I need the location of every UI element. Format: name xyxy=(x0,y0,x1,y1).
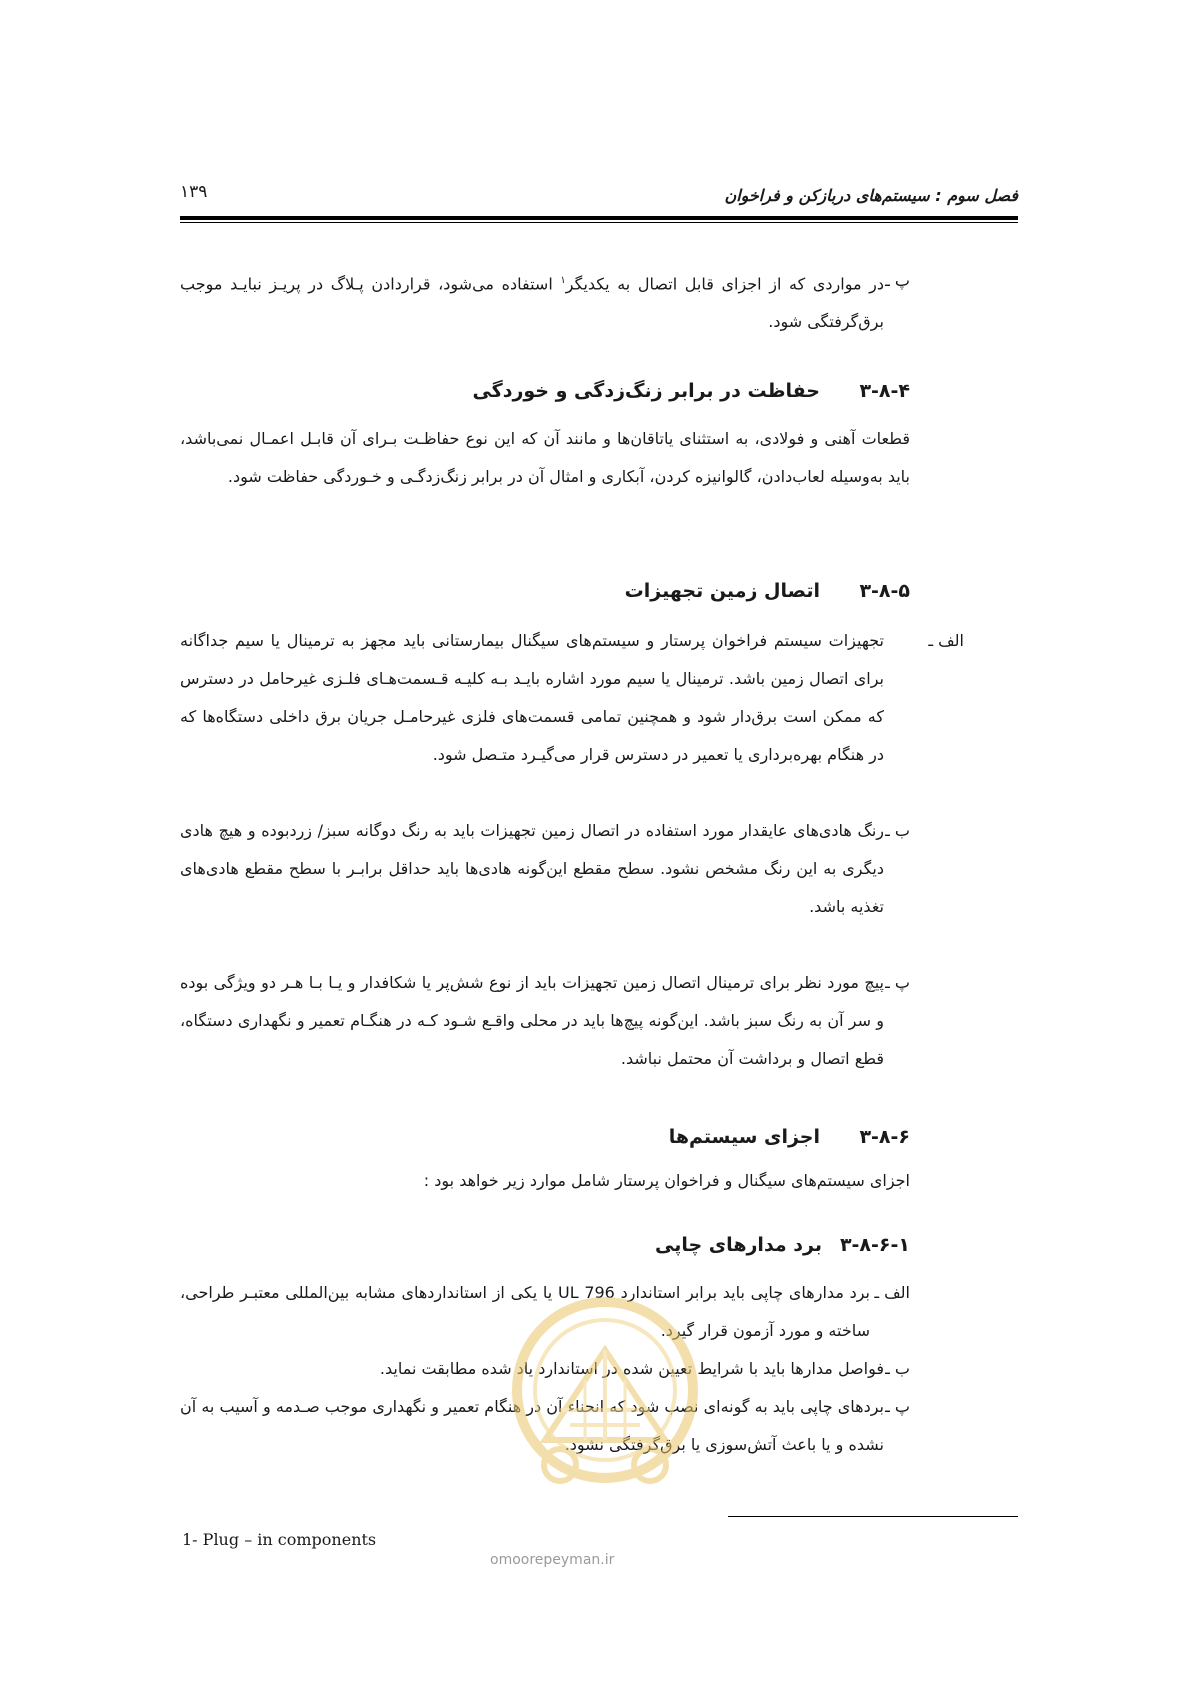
list-item xyxy=(180,812,910,926)
section-title: حفاظت در برابر زنگ‌زدگی و خوردگی xyxy=(472,380,820,402)
item-text: پیچ مورد نظر برای ترمینال اتصال زمین تجهیزات باید از نوع شش‌پر یا شکافدار و یـا بـا هـر دو ویژگی بوده و سر آن به رنگ سبز باشد. این‌گونه پیچ‌ها باید در محلی واقـع شـود کـه در هنگـام تعمیر و نگهداری دستگاه، قطع اتصال و برداشت آن محتمل نباشد. xyxy=(180,973,884,1068)
section-number: ۳-۸-۶ xyxy=(859,1126,910,1148)
section-number: ۳-۸-۵ xyxy=(859,580,910,602)
section-title: اتصال زمین تجهیزات xyxy=(624,580,820,602)
header-rule-thin xyxy=(180,222,1018,223)
item-text: بردهای چاپی باید به گونه‌ای نصب شود که انحناء آن در هنگام تعمیر و نگهداری موجب صـدمه و آسیب به آن نشده و یا باعث آتش‌سوزی یا برق‌گرفتگی نشود. xyxy=(180,1397,884,1454)
footnote-ref: ۱ xyxy=(560,275,566,286)
chapter-title: فصل سوم : سیستم‌های دربازکن و فراخوان xyxy=(724,186,1018,205)
item-marker: ب ـ xyxy=(885,821,910,840)
item-marker: پ ـ xyxy=(885,973,910,992)
item-text: در مواردی که از اجزای قابل اتصال به یکدیگر$^۱$ استفاده می‌شود، قراردادن پـلاگ در پریـز نبایـد موجب برق‌گرفتگی شود. xyxy=(180,274,885,332)
page-number: ۱۳۹ xyxy=(180,182,208,202)
section-title: اجزای سیستم‌ها xyxy=(668,1126,820,1148)
header-rule-thick xyxy=(180,216,1018,220)
item-marker: الف ـ xyxy=(874,1283,910,1302)
item-marker: ب ـ xyxy=(885,1359,910,1378)
item-marker: پ ـ xyxy=(885,271,910,290)
section-body: قطعات آهنی و فولادی، به استثنای یاتاقان‌ها و مانند آن که این نوع حفاظـت بـرای آن قابـل اعمـال نمی‌باشد، باید به‌وسیله لعاب‌دادن، گالوانیزه کردن، آبکاری و امثال آن در برابر زنگ‌زدگـی و خـوردگی حفاظت شود. xyxy=(180,429,910,486)
intro-item xyxy=(180,262,910,341)
list-item xyxy=(180,622,964,774)
watermark-site: omoorepeyman.ir xyxy=(490,1552,615,1568)
item-marker: پ ـ xyxy=(885,1397,910,1416)
item-text: رنگ هادی‌های عایقدار مورد استفاده در اتصال زمین تجهیزات باید به رنگ دوگانه سبز/ زردبوده و هیچ هادی دیگری به این رنگ مشخص نشود. سطح مقطع این‌گونه هادی‌ها باید حداقل برابـر با سطح مقطع هادی‌های تغذیه باشد. xyxy=(180,821,884,916)
section-number: ۳-۸-۶-۱ xyxy=(839,1234,910,1256)
section-number: ۳-۸-۴ xyxy=(859,380,910,402)
item-text: فواصل مدارها باید با شرایط تعیین شده در استاندارد یاد شده مطابقت نماید. xyxy=(379,1359,884,1378)
item-text: تجهیزات سیستم فراخوان پرستار و سیستم‌های سیگنال بیمارستانی باید مجهز به ترمینال یا سیم جداگانه برای اتصال زمین باشد. ترمینال یا سیم مورد اشاره بایـد بـه کلیـه قـسمت‌هـای فلـزی غیرحامل در دسترس که ممکن است برق‌دار شود و همچنین تمامی قسمت‌های فلزی غیرحامـل جریان برق داخلی دستگاه‌ها که در هنگام بهره‌برداری یا تعمیر در دسترس قرار می‌گیـرد متـصل شود. xyxy=(180,631,884,764)
list-item xyxy=(180,964,910,1078)
footnote-text: 1- Plug – in components xyxy=(182,1530,377,1549)
section-body: اجزای سیستم‌های سیگنال و فراخوان پرستار شامل موارد زیر خواهد بود : xyxy=(423,1171,910,1190)
item-marker: الف ـ xyxy=(928,631,964,650)
section-title: برد مدارهای چاپی xyxy=(654,1234,822,1256)
watermark-seal-icon xyxy=(500,1290,710,1520)
item-text: برد مدارهای چاپی باید برابر استاندارد UL 796 یا یکی از استانداردهای مشابه بین‌المللی معتبـر طراحی، ساخته و مورد آزمون قرار گیرد. xyxy=(180,1283,871,1340)
footnote-divider xyxy=(728,1516,1018,1517)
